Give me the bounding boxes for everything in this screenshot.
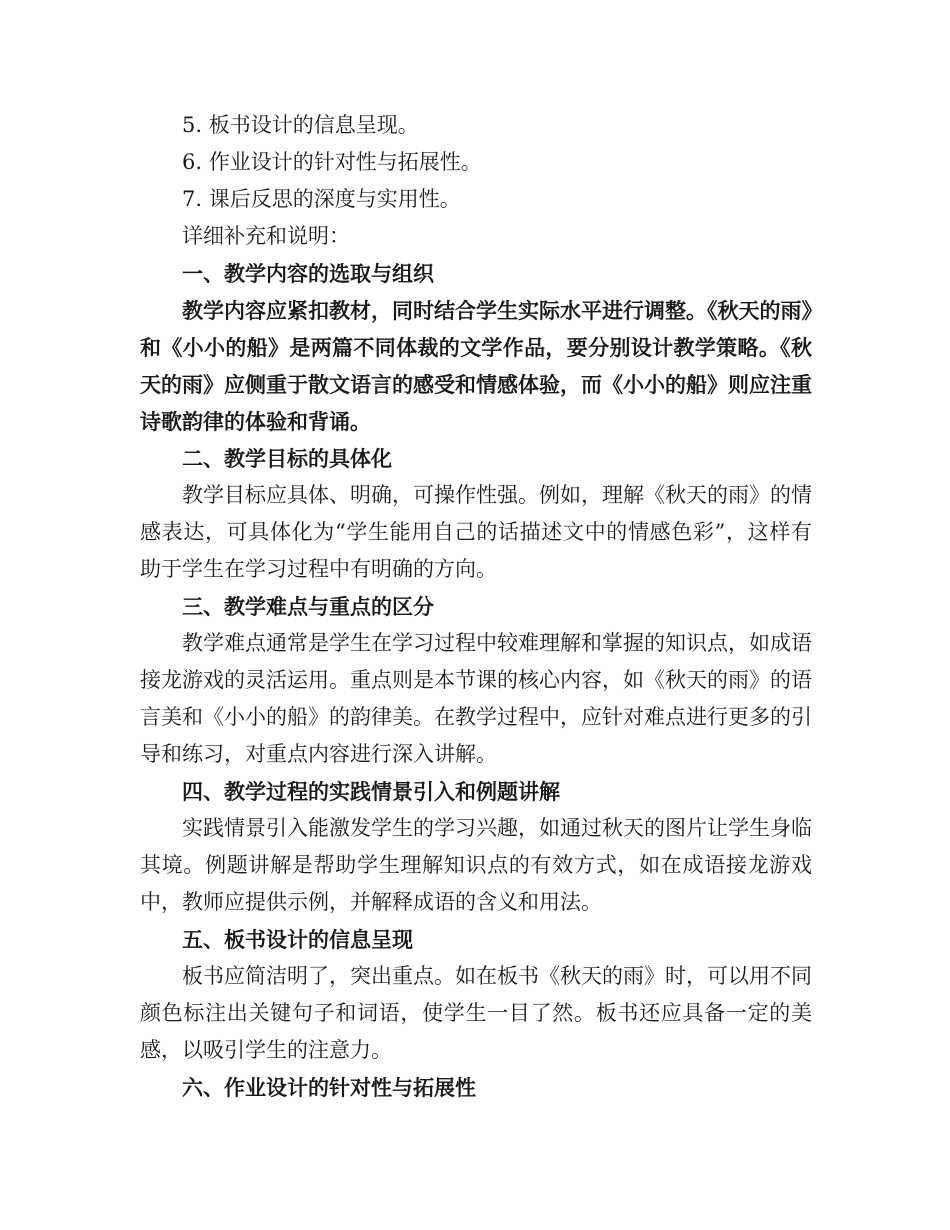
list-item-5: 5. 板书设计的信息呈现。 bbox=[182, 113, 419, 137]
list-item-6: 6. 作业设计的针对性与拓展性。 bbox=[182, 150, 482, 174]
section-body-4: 实践情景引入能激发学生的学习兴趣，如通过秋天的图片让学生身临其境。例题讲解是帮助学生理解知识点的有效方式，如在成语接龙游戏中，教师应提供示例，并解释成语的含义和用法。 bbox=[140, 816, 812, 914]
section-body-2: 教学目标应具体、明确，可操作性强。例如，理解《秋天的雨》的情感表达，可具体化为“学生能用自己的话描述文中的情感色彩”，这样有助于学生在学习过程中有明确的方向。 bbox=[140, 483, 812, 581]
section-heading-4: 四、教学过程的实践情景引入和例题讲解 bbox=[182, 779, 560, 804]
section-heading-3: 三、教学难点与重点的区分 bbox=[182, 594, 434, 619]
intro-text: 详细补充和说明： bbox=[182, 224, 350, 248]
section-heading-1: 一、教学内容的选取与组织 bbox=[182, 261, 434, 286]
document-content bbox=[140, 107, 812, 1106]
section-body-3: 教学难点通常是学生在学习过程中较难理解和掌握的知识点，如成语接龙游戏的灵活运用。重点则是本节课的核心内容，如《秋天的雨》的语言美和《小小的船》的韵律美。在教学过程中，应针对难点进行更多的引导和练习，对重点内容进行深入讲解。 bbox=[140, 631, 812, 766]
section-heading-2: 二、教学目标的具体化 bbox=[182, 446, 392, 471]
list-item-7: 7. 课后反思的深度与实用性。 bbox=[182, 187, 461, 211]
section-body-5: 板书应简洁明了，突出重点。如在板书《秋天的雨》时，可以用不同颜色标注出关键句子和词语，使学生一目了然。板书还应具备一定的美感，以吸引学生的注意力。 bbox=[140, 964, 812, 1062]
section-heading-5: 五、板书设计的信息呈现 bbox=[182, 927, 413, 952]
section-body-1: 教学内容应紧扣教材，同时结合学生实际水平进行调整。《秋天的雨》和《小小的船》是两篇不同体裁的文学作品，要分别设计教学策略。《秋天的雨》应侧重于散文语言的感受和情感体验，而《小小的船》则应注重诗歌韵律的体验和背诵。 bbox=[140, 298, 812, 434]
section-heading-6: 六、作业设计的针对性与拓展性 bbox=[182, 1075, 476, 1100]
